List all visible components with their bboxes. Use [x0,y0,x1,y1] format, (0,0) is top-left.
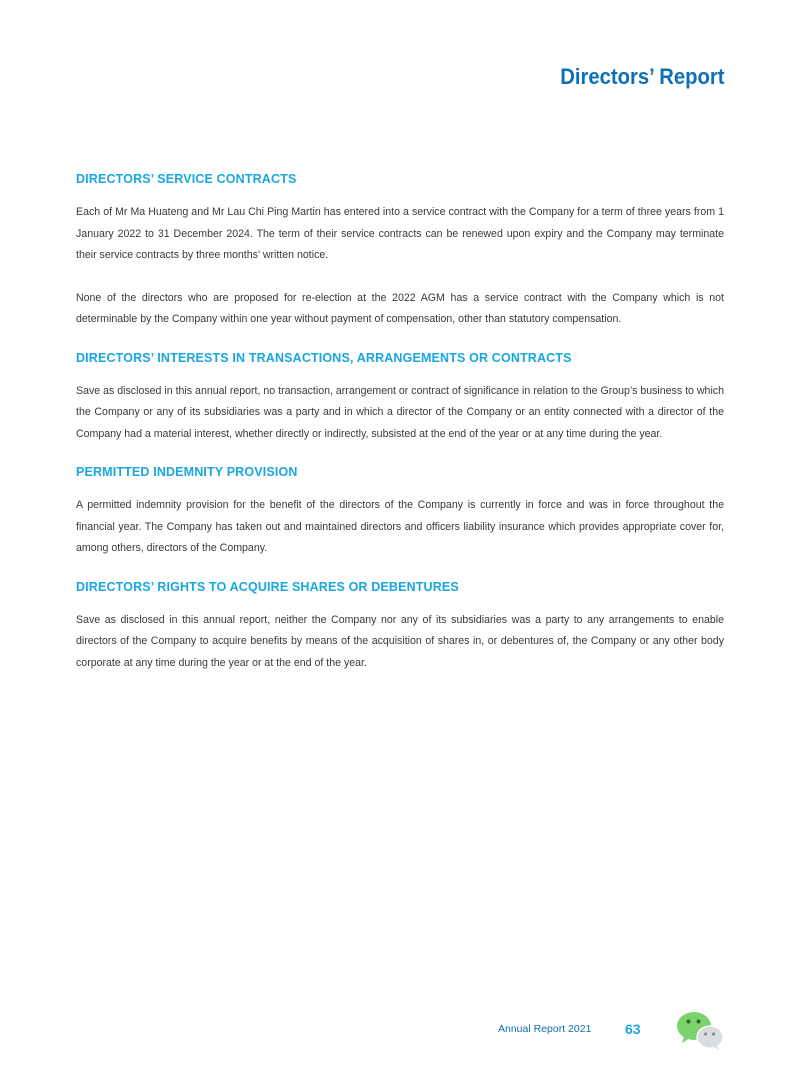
section-indemnity-provision [76,463,724,560]
paragraph: Save as disclosed in this annual report, no transaction, arrangement or contract of significance in relation to the Group’s business to which the Company or any of its subsidiaries was a party and in which a director of the Company or an entity connected with a director of the Company had a material interest, whether directly or indirectly, subsisted at the end of the year or at any time during the year. [76,384,724,440]
section-service-contracts [76,170,724,331]
section-heading: DIRECTORS’ SERVICE CONTRACTS [76,172,297,186]
section-heading: DIRECTORS’ INTERESTS IN TRANSACTIONS, ARRANGEMENTS OR CONTRACTS [76,350,572,365]
section-heading: DIRECTORS’ RIGHTS TO ACQUIRE SHARES OR DEBENTURES [76,579,459,594]
paragraph: A permitted indemnity provision for the benefit of the directors of the Company is currently in force and was in force throughout the financial year. The Company has taken out and maintained directors and officers liability insurance which provides appropriate cover for, among others, directors of the Company. [76,499,724,554]
footer-report-label: Annual Report 2021 [498,1023,592,1035]
page-title: Directors’ Report [559,64,724,89]
section-heading: PERMITTED INDEMNITY PROVISION [76,465,298,479]
page-number: 63 [625,1021,641,1037]
paragraph: Save as disclosed in this annual report, neither the Company nor any of its subsidiaries was a party to any arrangements to enable directors of the Company to acquire benefits by means of the acquisition of shares in, or debentures of, the Company or any other body corporate at any time during the year or at the end of the year. [76,613,724,669]
wechat-logo-icon [676,1011,724,1051]
report-body [76,170,724,692]
paragraph: None of the directors who are proposed for re-election at the 2022 AGM has a service contract with the Company which is not determinable by the Company within one year without payment of compensation, other than statutory compensation. [76,291,724,325]
section-rights-to-acquire-shares [76,578,724,675]
section-interests-in-transactions [76,349,724,446]
paragraph: Each of Mr Ma Huateng and Mr Lau Chi Ping Martin has entered into a service contract with the Company for a term of three years from 1 January 2022 to 31 December 2024. The term of their service contracts can be renewed upon expiry and the Company may terminate their service contracts by three months’ written notice. [76,206,724,261]
